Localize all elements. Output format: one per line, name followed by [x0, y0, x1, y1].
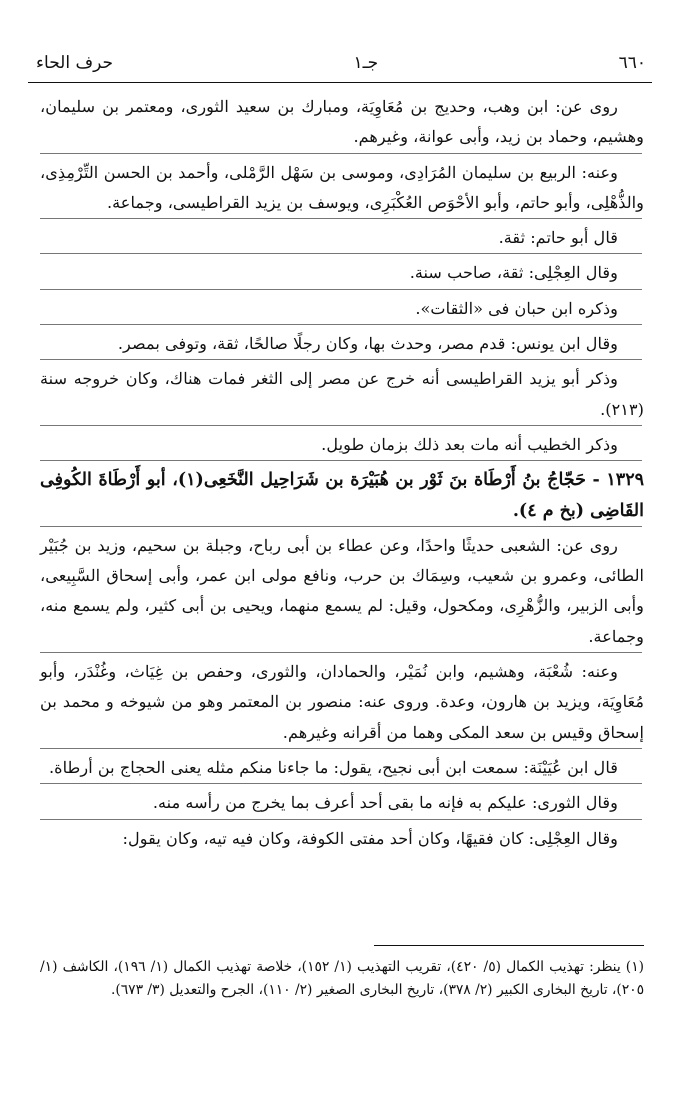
quote-abu-hatim: قال أبو حاتم: ثقة.: [498, 228, 618, 248]
running-header: [36, 50, 646, 76]
volume-marker: جـ١: [353, 53, 379, 73]
paragraph-rule: [40, 324, 642, 325]
entry-narrators-by: وعنه: شُعْبَة، وهشيم، وابن نُمَيْر، والحمادان، والثورى، وحفص بن غِيَاث، وغُنْدَر، وأبو مُعَاوِيَة، ويزيد بن هارون، وعدة. وروى عنه: منصور بن المعتمر وهو من شيوخه و محمد بن إسحاق وقيس بن سعد المكى وهما من أقرانه وغيرهم.: [40, 662, 644, 742]
quote-qaratisi: وذكر أبو يزيد القراطيسى أنه خرج عن مصر إلى الثغر فمات هناك، وكان خروجه سنة (٢١٣).: [40, 369, 644, 419]
paragraph-rule: [40, 748, 642, 749]
paragraph-rule: [40, 289, 642, 290]
quote-thawri: وقال الثورى: عليكم به فإنه ما بقى أحد أعرف بما يخرج من رأسه منه.: [152, 793, 618, 813]
paragraph-rule: [40, 819, 642, 820]
footnote-divider: [374, 945, 644, 946]
quote-ibn-hibban: وذكره ابن حبان فى «الثقات».: [415, 298, 618, 318]
section-title: حرف الحاء: [36, 53, 113, 73]
narrators-by-paragraph: وعنه: الربيع بن سليمان المُرَادِى، وموسى بن سَهْل الرَّمْلى، وأحمد بن الحسن التِّرْمِذِى، والذُّهْلِى، وأبو حاتم، وأبو الأحْوَص العُكْبَرِى، ويوسف بن يزيد القراطيسى، وجماعة.: [40, 162, 644, 212]
paragraph-rule: [40, 526, 642, 527]
paragraph-rule: [40, 253, 642, 254]
paragraph-rule: [40, 460, 642, 461]
paragraph-rule: [40, 218, 642, 219]
paragraph-rule: [40, 652, 642, 653]
paragraph-rule: [40, 359, 642, 360]
entry-narrators-from: روى عن: الشعبى حديثًا واحدًا، وعن عطاء بن أبى رباح، وجبلة بن سحيم، وزيد بن جُبَيْر الطائى، وعمرو بن شعيب، وسِمَاك بن حرب، ونافع مولى ابن عمر، وأبى إسحاق السَّبِيعى، وأبى الزبير، والزُّهْرِى، ومكحول، وقيل: لم يسمع منهما، ويحيى بن أبى كثير، ولم يسمع منه، وجماعة.: [40, 535, 644, 646]
quote-ijli: وقال العِجْلِى: ثقة، صاحب سنة.: [409, 263, 618, 283]
page-number: ٦٦٠: [618, 53, 646, 73]
header-divider: [28, 82, 652, 83]
footnote: (١) ينظر: تهذيب الكمال (٥/ ٤٢٠)، تقريب التهذيب (١/ ١٥٢)، خلاصة تهذيب الكمال (١/ ١٩٦)، الكاشف (١/ ٢٠٥)، تاريخ البخارى الكبير (٢/ ٣٧٨)، تاريخ البخارى الصغير (٢/ ١١٠)، الجرح والتعديل (٣/ ٦٧٣).: [40, 959, 644, 998]
quote-ibn-uyayna: قال ابن عُيَيْنَة: سمعت ابن أبى نجيح، يقول: ما جاءنا منكم مثله يعنى الحجاج بن أرطاة.: [48, 757, 618, 777]
paragraph-rule: [40, 783, 642, 784]
quote-khatib: وذكر الخطيب أنه مات بعد ذلك بزمان طويل.: [321, 434, 618, 454]
entry-heading: ١٣٢٩ - حَجّاجُ بنُ أَرْطَاة بنَ ثَوْر بن هُبَيْرَة بن شَرَاحِيل النَّخَعِى(١)، أبو أَرْطَاةَ الكُوفِى القَاضِى (بخ م ٤).: [40, 470, 645, 521]
main-text: [40, 92, 644, 854]
paragraph-rule: [40, 425, 642, 426]
quote-ibn-yunus: وقال ابن يونس: قدم مصر، وحدث بها، وكان رجلًا صالحًا، ثقة، وتوفى بمصر.: [117, 334, 618, 354]
narrators-from-paragraph: روى عن: ابن وهب، وحديج بن مُعَاوِيَة، ومبارك بن سعيد الثورى، ومعتمر بن سليمان، وهشيم، وحماد بن زيد، وأبى عوانة، وغيرهم.: [40, 97, 644, 147]
quote-ijli-2: وقال العِجْلِى: كان فقيهًا، وكان أحد مفتى الكوفة، وكان فيه تيه، وكان يقول:: [122, 828, 618, 848]
paragraph-rule: [40, 153, 642, 154]
